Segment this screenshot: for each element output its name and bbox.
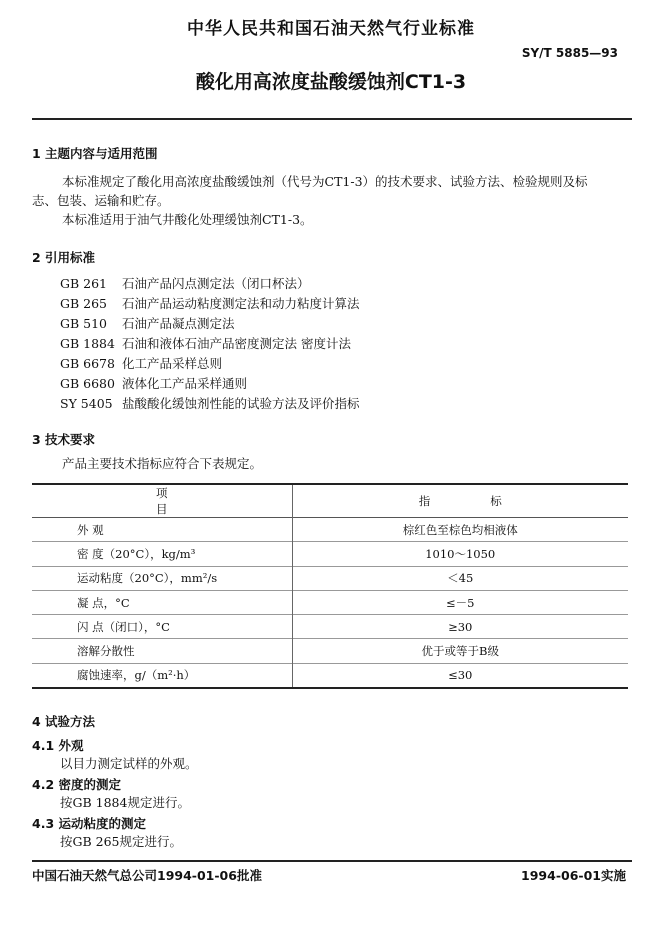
spec-value: ＜45: [292, 566, 628, 590]
spec-value: ≤30: [292, 663, 628, 688]
table-row: [32, 663, 628, 688]
table-row: [32, 542, 628, 566]
reference-title: 化工产品采样总则: [122, 356, 223, 371]
section-1-heading: 1 主题内容与适用范围: [32, 146, 158, 161]
section-3-heading: 3 技术要求: [32, 432, 96, 447]
spec-item: 密 度（20°C），kg/m³: [77, 546, 196, 561]
effective-date: 1994-06-01实施: [521, 868, 626, 883]
reference-code: GB 265: [60, 296, 108, 311]
subsection-4-3-heading: 4.3 运动粘度的测定: [32, 816, 146, 831]
reference-row: [60, 394, 360, 412]
section-1-paragraph-2: 本标准适用于油气井酸化处理缓蚀剂CT1-3。: [62, 212, 313, 227]
reference-row: [60, 294, 360, 312]
reference-code: GB 6678: [60, 356, 115, 371]
reference-title: 盐酸酸化缓蚀剂性能的试验方法及评价指标: [122, 396, 360, 411]
standard-code: SY/T 5885—93: [521, 46, 618, 60]
reference-code: GB 261: [60, 276, 108, 291]
reference-title: 液体化工产品采样通则: [122, 376, 248, 391]
spec-item: 凝 点，°C: [77, 595, 130, 610]
spec-value: 优于或等于B级: [292, 639, 628, 663]
reference-row: [60, 314, 235, 332]
spec-value: 1010～1050: [292, 542, 628, 566]
subsection-4-2-heading: 4.2 密度的测定: [32, 777, 121, 792]
spec-item: 外 观: [77, 522, 104, 537]
section-2-heading: 2 引用标准: [32, 250, 96, 265]
spec-value: ≥30: [292, 615, 628, 639]
reference-title: 石油产品运动粘度测定法和动力粘度计算法: [122, 296, 360, 311]
subsection-4-1-text: 以目力测定试样的外观。: [60, 756, 198, 771]
table-row: [32, 566, 628, 590]
reference-title: 石油和液体石油产品密度测定法 密度计法: [122, 336, 351, 351]
table-row: [32, 639, 628, 663]
top-divider: [32, 118, 632, 120]
table-header-row: [32, 484, 628, 518]
reference-row: [60, 274, 310, 292]
column-header-value: 指标: [292, 484, 628, 518]
reference-code: GB 510: [60, 316, 108, 331]
table-row: [32, 590, 628, 614]
table-row: [32, 518, 628, 542]
section-4-heading: 4 试验方法: [32, 714, 96, 729]
reference-code: SY 5405: [60, 396, 113, 411]
bottom-divider: [32, 860, 632, 862]
reference-row: [60, 354, 222, 372]
subsection-4-2-text: 按GB 1884规定进行。: [60, 795, 190, 810]
spec-value: ≤－5: [292, 590, 628, 614]
industry-standard-header: 中华人民共和国石油天然气行业标准: [187, 19, 475, 39]
spec-value: 棕红色至棕色均相液体: [292, 518, 628, 542]
section-1-paragraph-1b: 志、包装、运输和贮存。: [32, 193, 170, 208]
reference-title: 石油产品闪点测定法（闭口杯法）: [122, 276, 310, 291]
section-1-paragraph-1a: 本标准规定了酸化用高浓度盐酸缓蚀剂（代号为CT1-3）的技术要求、试验方法、检验规则及标: [62, 174, 588, 189]
reference-code: GB 1884: [60, 336, 115, 351]
section-3-intro: 产品主要技术指标应符合下表规定。: [62, 456, 263, 471]
reference-title: 石油产品凝点测定法: [122, 316, 235, 331]
subsection-4-3-text: 按GB 265规定进行。: [60, 834, 183, 849]
technical-spec-table: [32, 483, 628, 689]
spec-item: 运动粘度（20°C），mm²/s: [77, 571, 218, 586]
document-title: 酸化用高浓度盐酸缓蚀剂CT1-3: [195, 71, 467, 93]
spec-item: 溶解分散性: [77, 644, 135, 659]
spec-item: 腐蚀速率，g/（m²·h）: [77, 668, 196, 683]
reference-row: [60, 374, 247, 392]
subsection-4-1-heading: 4.1 外观: [32, 738, 84, 753]
column-header-item: 项目: [156, 486, 248, 516]
reference-code: GB 6680: [60, 376, 115, 391]
approval-line: 中国石油天然气总公司1994-01-06批准: [32, 868, 262, 883]
spec-item: 闪 点（闭口），°C: [77, 619, 170, 634]
reference-row: [60, 334, 351, 352]
table-row: [32, 615, 628, 639]
